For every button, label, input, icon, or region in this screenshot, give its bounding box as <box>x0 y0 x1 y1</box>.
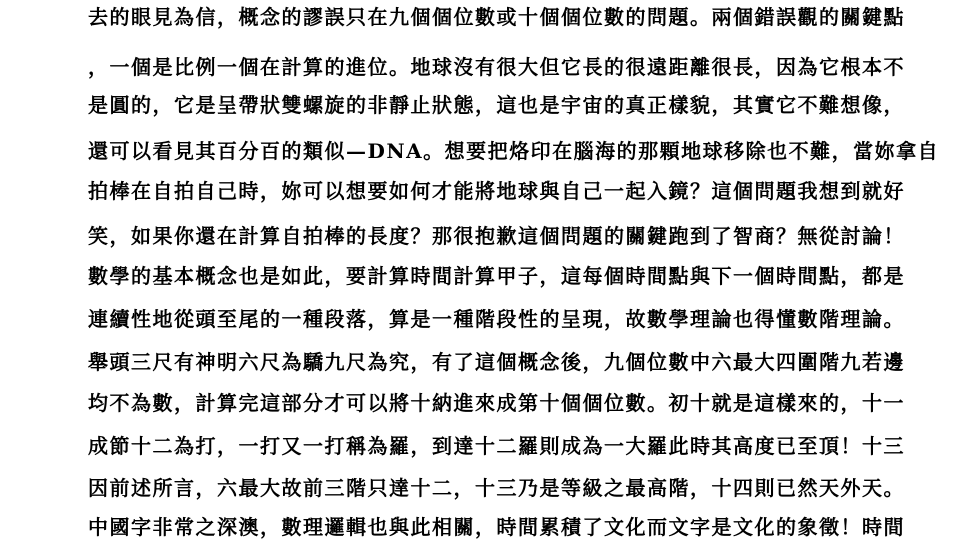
text-line-6: 笑，如果你還在計算自拍棒的長度？那很抱歉這個問題的關鍵跑到了智商？無從討論！ <box>88 224 905 248</box>
text-line-9: 舉頭三尺有神明六尺為驕九尺為究，有了這個概念後，九個位數中六最大四圍階九若邊 <box>88 350 905 374</box>
text-line-7: 數學的基本概念也是如此，要計算時間計算甲子，這每個時間點與下一個時間點，都是 <box>88 264 905 288</box>
text-line-12: 因前述所言，六最大故前三階只達十二，十三乃是等級之最高階，十四則已然天外天。 <box>88 476 905 500</box>
text-line-10: 均不為數，計算完這部分才可以將十納進來成第十個個位數。初十就是這樣來的，十一 <box>88 391 905 415</box>
text-line-1: 去的眼見為信，概念的謬誤只在九個個位數或十個個位數的問題。兩個錯誤觀的關鍵點 <box>88 5 905 29</box>
text-line-5: 拍棒在自拍自己時，妳可以想要如何才能將地球與自己一起入鏡？這個問題我想到就好 <box>88 179 905 203</box>
text-line-2: ，一個是比例一個在計算的進位。地球沒有很大但它長的很遠距離很長，因為它根本不 <box>88 55 905 79</box>
text-line-4: 還可以看見其百分百的類似—DNA。想要把烙印在腦海的那顆地球移除也不難，當妳拿自 <box>88 139 940 163</box>
text-line-13: 中國字非常之深澳，數理邏輯也與此相關，時間累積了文化而文字是文化的象徵！時間 <box>88 515 905 539</box>
text-line-11: 成節十二為打，一打又一打稱為羅，到達十二羅則成為一大羅此時其高度已至頂！十三 <box>88 434 905 458</box>
text-line-3: 是圓的，它是呈帶狀雙螺旋的非靜止狀態，這也是宇宙的真正樣貌，其實它不難想像， <box>88 93 905 117</box>
text-line-8: 連續性地從頭至尾的一種段落，算是一種階段性的呈現，故數學理論也得懂數階理論。 <box>88 307 905 331</box>
